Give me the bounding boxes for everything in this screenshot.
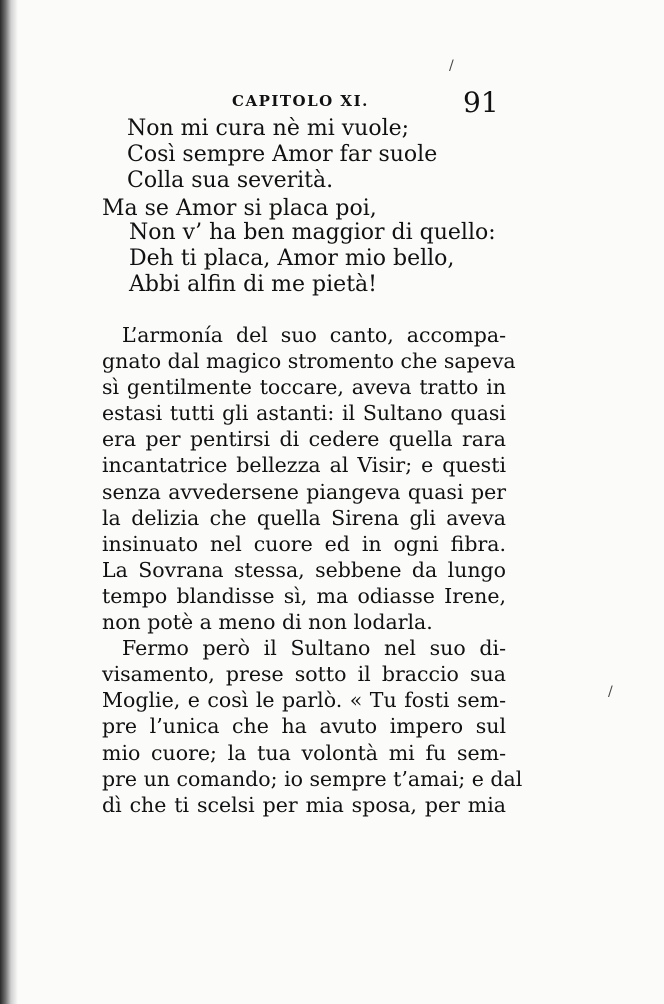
verse-line: Abbi alfin di me pietà! bbox=[129, 272, 377, 297]
paragraph-line: Fermo però il Sultano nel suo di- bbox=[122, 636, 506, 661]
paragraph bbox=[102, 635, 523, 818]
paragraph-line: mio cuore; la tua volontà mi fu sem- bbox=[102, 740, 506, 765]
verse-line: Così sempre Amor far suole bbox=[127, 142, 438, 167]
paragraph-line: pre l’unica che ha avuto impero sul bbox=[102, 714, 506, 739]
paragraph-line: pre un comando; io sempre t’amai; e dal bbox=[102, 766, 523, 791]
verse-line: Deh ti placa, Amor mio bello, bbox=[129, 246, 455, 271]
verse-line: Colla sua severità. bbox=[127, 168, 334, 193]
paragraph-line: senza avvedersene piangeva quasi per bbox=[102, 479, 506, 504]
paragraph-line: insinuato nel cuore ed in ogni fibra. bbox=[102, 531, 506, 556]
running-title: CAPITOLO XI. bbox=[232, 92, 369, 110]
paragraph-line: la delizia che quella Sirena gli aveva bbox=[102, 505, 506, 530]
paragraph-line: sì gentilmente toccare, aveva tratto in bbox=[102, 375, 506, 400]
page-number: 91 bbox=[463, 86, 499, 119]
paragraph-line: L’armonía del suo canto, accompa- bbox=[122, 323, 506, 347]
verse-line: Non mi cura nè mi vuole; bbox=[127, 116, 410, 141]
paragraph-line: gnato dal magico stromento che sapeva bbox=[102, 349, 516, 374]
page-binding-edge bbox=[0, 0, 18, 1004]
paragraph-line: tempo blandisse sì, ma odiasse Irene, bbox=[102, 583, 506, 608]
paragraph-line: visamento, prese sotto il braccio sua bbox=[102, 662, 506, 687]
prose-block bbox=[102, 322, 523, 818]
paragraph-line: incantatrice bellezza al Visir; e questi bbox=[102, 453, 506, 478]
stray-mark: / bbox=[449, 58, 454, 74]
running-header bbox=[0, 86, 664, 119]
stray-mark: / bbox=[608, 684, 613, 700]
paragraph-line: estasi tutti gli astanti: il Sultano quasi bbox=[102, 401, 506, 426]
paragraph-line: dì che ti scelsi per mia sposa, per mia bbox=[102, 792, 506, 817]
verse-line: Non v’ ha ben maggior di quello: bbox=[129, 220, 496, 245]
paragraph-line: era per pentirsi di cedere quella rara bbox=[102, 427, 506, 452]
paragraph-line: La Sovrana stessa, sebbene da lungo bbox=[102, 557, 506, 582]
paragraph-line: non potè a meno di non lodarla. bbox=[102, 610, 433, 635]
verse-line: Ma se Amor si placa poi, bbox=[102, 196, 377, 221]
paragraph bbox=[102, 322, 516, 635]
paragraph-line: Moglie, e così le parlò. « Tu fosti sem- bbox=[102, 688, 506, 713]
